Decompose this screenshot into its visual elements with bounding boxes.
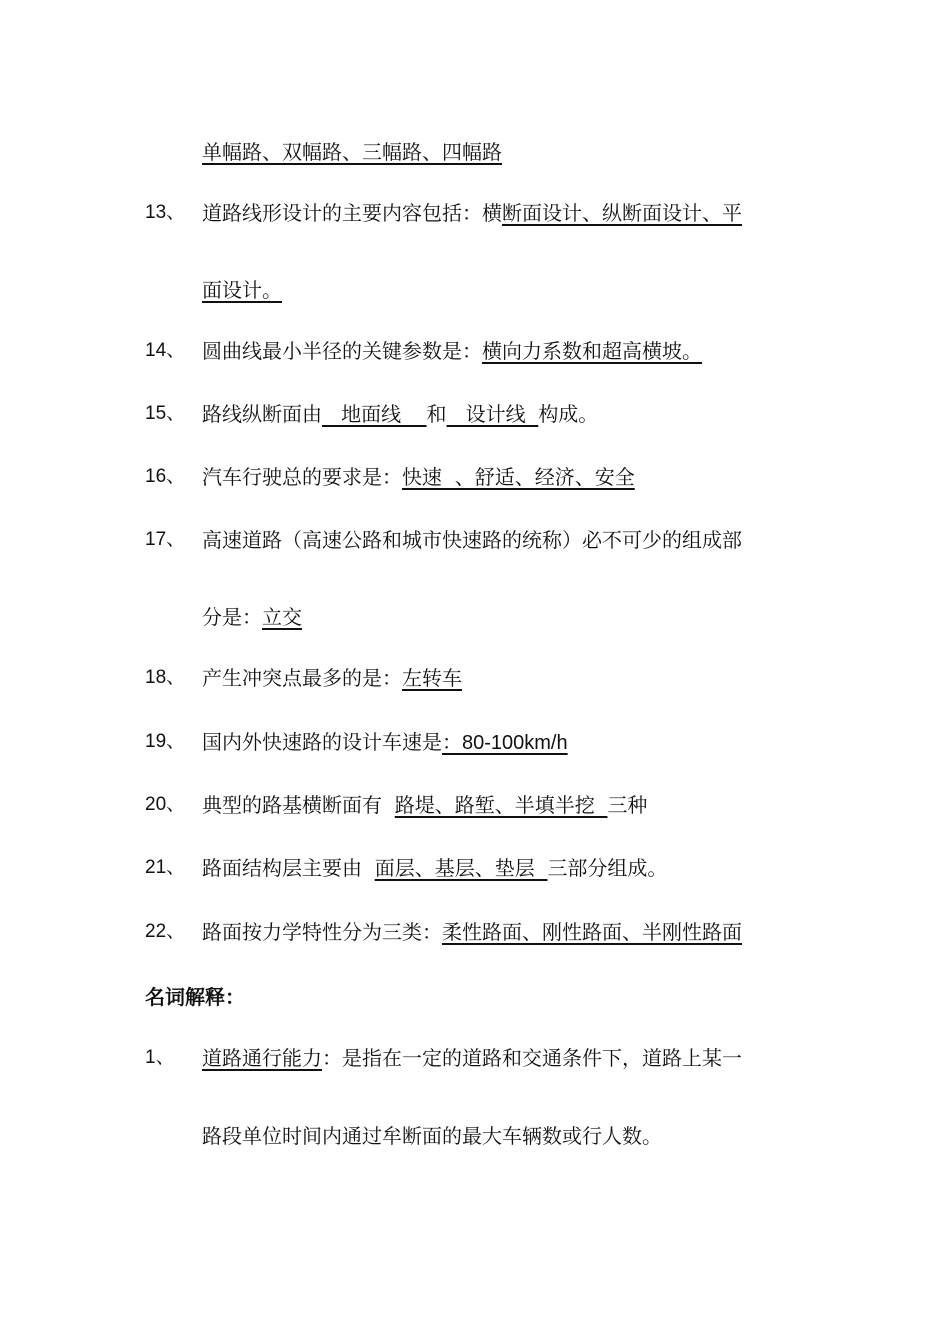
question-number: 19、 <box>145 731 186 752</box>
answer-text: 横向力系数和超高横坡。 <box>482 339 702 363</box>
question-text: 高速道路（高速公路和城市快速路的统称）必不可少的组成部 <box>202 528 742 552</box>
answer-text: 立交 <box>262 605 302 629</box>
question-number: 21、 <box>145 857 186 878</box>
question-number: 14、 <box>145 340 186 361</box>
question-number: 18、 <box>145 667 186 688</box>
question-number: 16、 <box>145 466 186 487</box>
answer-text: 路堤、路堑、半填半挖 <box>394 793 608 817</box>
answer-road-types: 单幅路、双幅路、三幅路、四幅路 <box>202 140 502 164</box>
question-text: 构成。 <box>538 402 599 426</box>
answer-text: 左转车 <box>402 666 462 690</box>
term-name: 道路通行能力 <box>202 1046 322 1070</box>
section-heading: 名词解释： <box>145 985 245 1009</box>
answer-text: ：80-100km/h <box>442 732 568 754</box>
answer-text: 地面线 <box>322 402 427 426</box>
question-text: 路面结构层主要由 <box>202 856 375 880</box>
question-text: 分是： <box>202 605 262 629</box>
question-text: 三种 <box>607 793 648 817</box>
question-text: 和 <box>426 402 447 426</box>
question-text: 产生冲突点最多的是： <box>202 666 402 690</box>
answer-text: 断面设计、纵断面设计、平 <box>502 201 742 225</box>
term-definition: 路段单位时间内通过牟断面的最大车辆数或行人数。 <box>202 1124 662 1148</box>
question-number: 15、 <box>145 403 186 424</box>
answer-text: 柔性路面、刚性路面、半刚性路面 <box>442 920 742 944</box>
answer-text: 面设计。 <box>202 278 282 302</box>
question-text: 路面按力学特性分为三类： <box>202 920 442 944</box>
question-text: 国内外快速路的设计车速是 <box>202 730 442 754</box>
question-text: 道路线形设计的主要内容包括：横 <box>202 201 502 225</box>
question-text: 圆曲线最小半径的关键参数是： <box>202 339 482 363</box>
question-number: 22、 <box>145 921 186 942</box>
answer-text: 设计线 <box>446 402 539 426</box>
question-number: 20、 <box>145 794 186 815</box>
answer-text: 面层、基层、垫层 <box>374 856 548 880</box>
question-text: 典型的路基横断面有 <box>202 793 395 817</box>
answer-text: 快速 、舒适、经济、安全 <box>402 465 635 489</box>
term-definition: ：是指在一定的道路和交通条件下，道路上某一 <box>322 1046 742 1070</box>
question-text: 三部分组成。 <box>547 856 668 880</box>
question-number: 17、 <box>145 529 186 550</box>
question-text: 汽车行驶总的要求是： <box>202 465 402 489</box>
question-text: 路线纵断面由 <box>202 402 322 426</box>
question-number: 13、 <box>145 202 186 223</box>
term-number: 1、 <box>145 1047 175 1068</box>
